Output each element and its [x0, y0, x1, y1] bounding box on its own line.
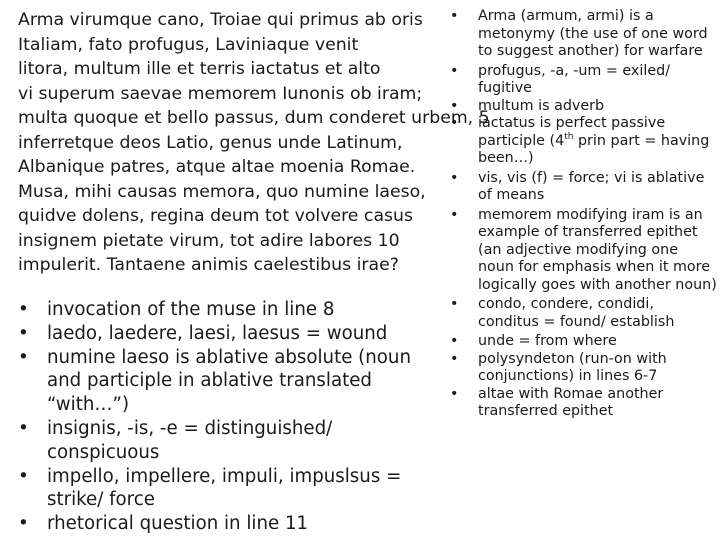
note-arma: • Arma (armum, armi) is a metonymy (the use of one word to suggest another) for warfare: [450, 8, 718, 61]
note-iactatus-text: iactatus is perfect passive participle (4: [478, 115, 666, 149]
note-insignis: • insignis, -is, -e = distinguished/ conspicuous: [18, 417, 438, 465]
note-laedo: • laedo, laedere, laesi, laesus = wound: [18, 322, 438, 346]
note-unde: • unde = from where: [450, 333, 718, 351]
note-iactatus: [450, 115, 718, 168]
poem-line-7: Albanique patres, atque altae moenia Romae.: [18, 157, 416, 177]
poem-line-2: Italiam, fato profugus, Laviniaque venit: [18, 34, 359, 55]
note-iactatus-text-end: prin part = having been…): [478, 132, 710, 166]
poem-line-4: vi superum saevae memorem Iunonis ob iram;: [18, 83, 423, 104]
note-profugus: • profugus, -a, -um = exiled/ fugitive: [450, 63, 718, 98]
note-multum: • multum is adverb: [450, 98, 718, 116]
poem-line-5: multa quoque et bello passus, dum conderet urbem, 5: [18, 108, 490, 128]
note-polysyndeton: • polysyndeton (run-on with conjunctions) in lines 6-7: [450, 351, 718, 386]
left-notes-list: [18, 298, 438, 536]
poem-line-6: inferretque deos Latio, genus unde Latinum,: [18, 132, 403, 153]
note-iactatus-superscript: th: [564, 131, 574, 142]
note-vis: • vis, vis (f) = force; vi is ablative of means: [450, 170, 718, 205]
poem-line-11: impulerit. Tantaene animis caelestibus irae?: [18, 255, 399, 275]
note-rhetorical-question: • rhetorical question in line 11: [18, 512, 438, 536]
note-memorem: • memorem modifying iram is an example of transferred epithet (an adjective modifying one noun for emphasis when it more logically goes with another noun): [450, 207, 718, 295]
poem-line-3: litora, multum ille et terris iactatus et alto: [18, 59, 381, 79]
poem-line-9: quidve dolens, regina deum tot volvere casus: [18, 206, 413, 226]
poem-line-10: insignem pietate virum, tot adire labores 10: [18, 230, 400, 251]
note-altae: • altae with Romae another transferred epithet: [450, 386, 718, 421]
right-notes-list: [450, 8, 718, 421]
note-invocation: • invocation of the muse in line 8: [18, 298, 438, 322]
poem-line-8: Musa, mihi causas memora, quo numine laeso,: [18, 181, 426, 202]
note-condo: • condo, condere, condidi, conditus = found/ establish: [450, 296, 718, 331]
note-numine-laeso: • numine laeso is ablative absolute (noun and participle in ablative translated “with…”): [18, 346, 438, 417]
note-impello: • impello, impellere, impuli, impuslsus = strike/ force: [18, 465, 438, 513]
poem-line-1: Arma virumque cano, Troiae qui primus ab oris: [18, 10, 423, 30]
latin-poem: [18, 8, 490, 278]
